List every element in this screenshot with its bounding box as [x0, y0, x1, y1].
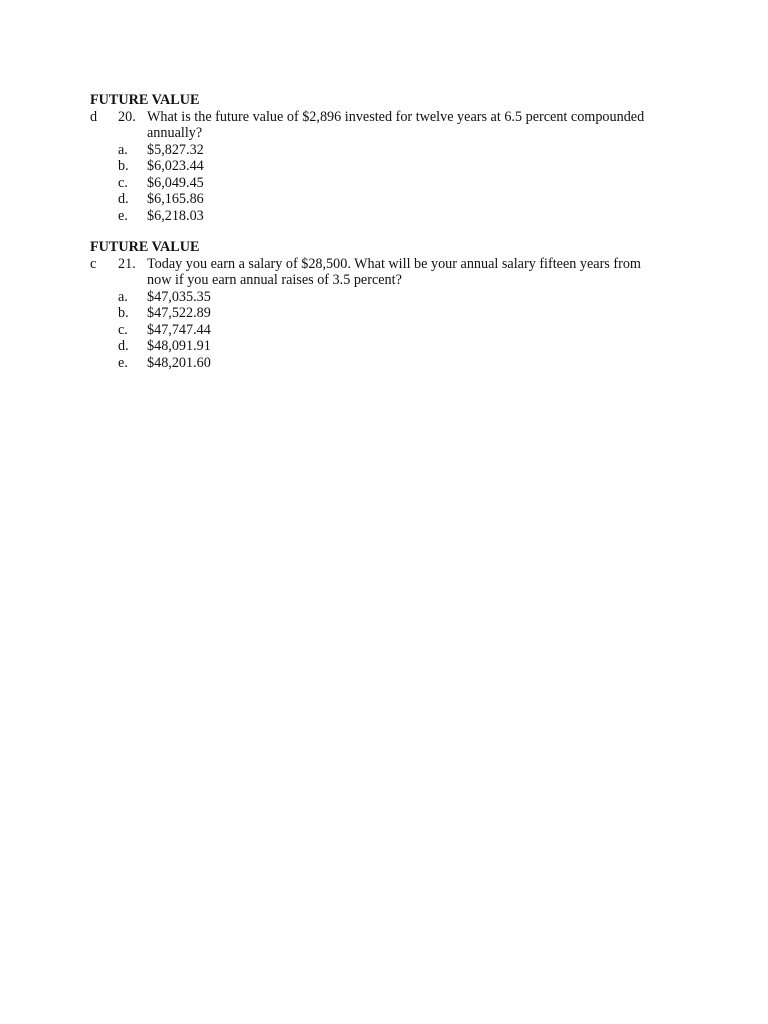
- option-value: $5,827.32: [147, 141, 204, 158]
- section-heading: FUTURE VALUE: [90, 92, 200, 108]
- answer-key: d: [90, 108, 98, 125]
- question-20: [90, 92, 650, 224]
- option-letter: a.: [118, 141, 128, 158]
- option-d: [90, 338, 650, 355]
- question-row: [90, 109, 650, 142]
- question-row: [90, 256, 650, 289]
- option-letter: c.: [118, 174, 128, 191]
- option-letter: e.: [118, 354, 128, 371]
- option-value: $6,218.03: [147, 207, 204, 224]
- option-b: [90, 305, 650, 322]
- option-a: [90, 289, 650, 306]
- option-letter: b.: [118, 305, 129, 321]
- option-letter: e.: [118, 207, 128, 224]
- section-heading: FUTURE VALUE: [90, 239, 200, 255]
- option-value: $6,049.45: [147, 174, 204, 191]
- answer-key: c: [90, 255, 97, 272]
- option-value: $6,165.86: [147, 191, 204, 207]
- option-e: [90, 208, 650, 225]
- question-number: 21.: [118, 255, 136, 272]
- option-value: $48,201.60: [147, 354, 211, 371]
- question-number: 20.: [118, 108, 136, 125]
- option-letter: a.: [118, 288, 128, 305]
- option-value: $48,091.91: [147, 338, 211, 354]
- option-e: [90, 355, 650, 372]
- option-c: [90, 322, 650, 339]
- option-a: [90, 142, 650, 159]
- question-21: [90, 239, 650, 371]
- option-d: [90, 191, 650, 208]
- option-value: $47,035.35: [147, 288, 211, 305]
- option-b: [90, 158, 650, 175]
- option-value: $47,522.89: [147, 305, 211, 321]
- question-text: Today you earn a salary of $28,500. What will be your annual salary fifteen years from now if you earn annual raises of 3.5 percent?: [147, 255, 641, 288]
- option-letter: d.: [118, 191, 129, 207]
- option-letter: d.: [118, 338, 129, 354]
- option-letter: b.: [118, 158, 129, 174]
- option-letter: c.: [118, 321, 128, 338]
- question-text: What is the future value of $2,896 invested for twelve years at 6.5 percent compounded annually?: [147, 108, 645, 141]
- option-value: $47,747.44: [147, 321, 211, 338]
- option-value: $6,023.44: [147, 158, 204, 174]
- option-c: [90, 175, 650, 192]
